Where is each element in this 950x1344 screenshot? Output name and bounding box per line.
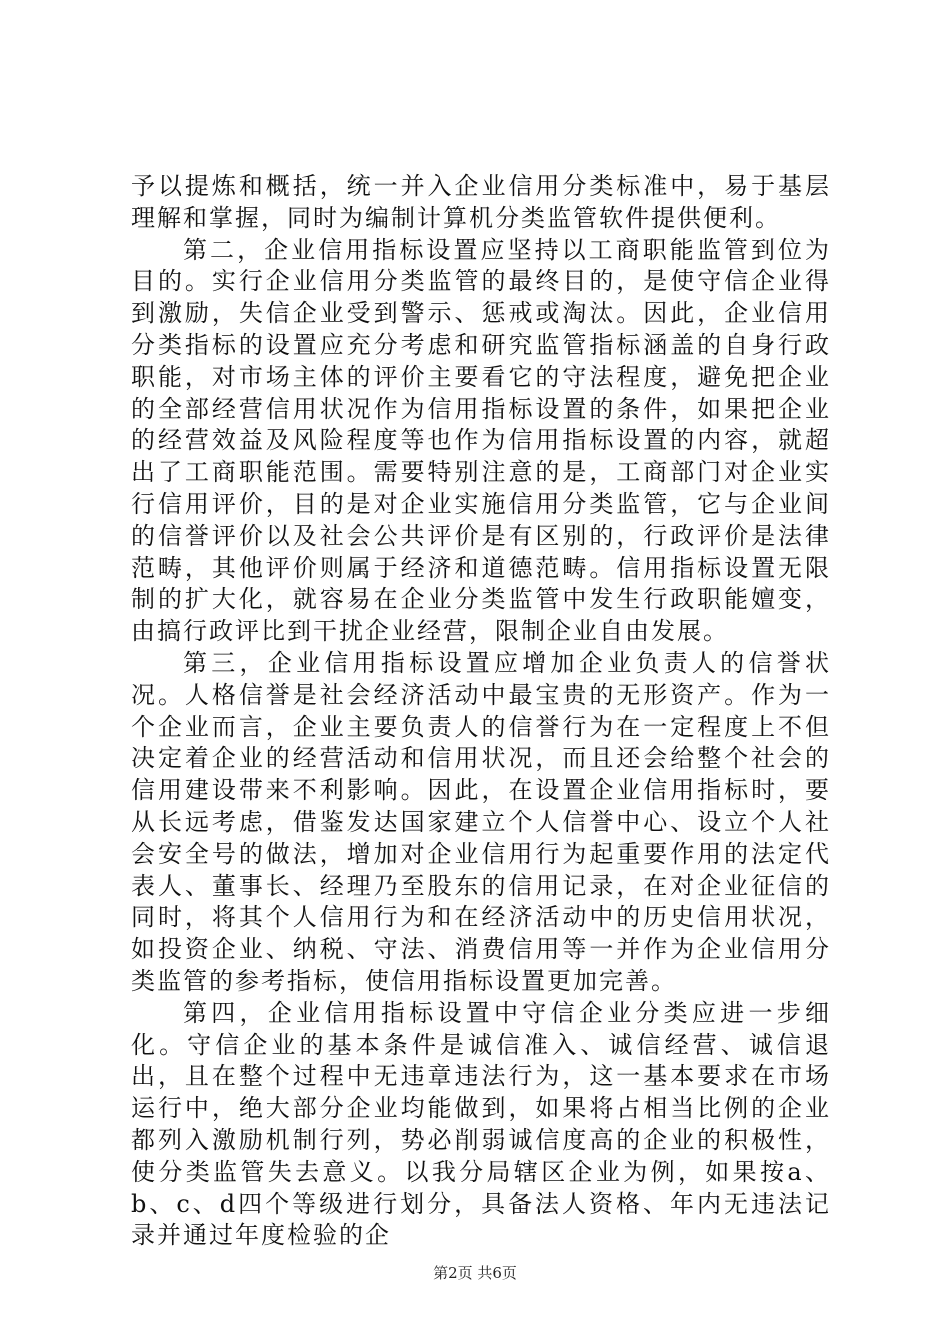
document-body [131,171,831,1252]
paragraph-3: 第三，企业信用指标设置应增加企业负责人的信誉状况。人格信誉是社会经济活动中最宝贵的无形资产。作为一个企业而言，企业主要负责人的信誉行为在一定程度上不但决定着企业的经营活动和信用状况，而且还会给整个社会的信用建设带来不利影响。因此，在设置企业信用指标时，要从长远考虑，借鉴发达国家建立个人信誉中心、设立个人社会安全号的做法，增加对企业信用行为起重要作用的法定代表人、董事长、经理乃至股东的信用记录，在对企业征信的同时，将其个人信用行为和在经济活动中的历史信用状况，如投资企业、纳税、守法、消费信用等一并作为企业信用分类监管的参考指标，使信用指标设置更加完善。 [131,648,831,995]
page-footer: 第2页 共6页 [433,1264,517,1282]
paragraph-1: 予以提炼和概括，统一并入企业信用分类标准中，易于基层理解和掌握，同时为编制计算机分类监管软件提供便利。 [131,172,831,232]
paragraph-4: 第四，企业信用指标设置中守信企业分类应进一步细化。守信企业的基本条件是诚信准入、诚信经营、诚信退出，且在整个过程中无违章违法行为，这一基本要求在市场运行中，绝大部分企业均能做到，如果将占相当比例的企业都列入激励机制行列，势必削弱诚信度高的企业的积极性，使分类监管失去意义。以我分局辖区企业为例，如果按a、b、c、d四个等级进行划分，具备法人资格、年内无违法记录并通过年度检验的企 [131,998,831,1250]
paragraph-2: 第二，企业信用指标设置应坚持以工商职能监管到位为目的。实行企业信用分类监管的最终目的，是使守信企业得到激励，失信企业受到警示、惩戒或淘汰。因此，企业信用分类指标的设置应充分考虑和研究监管指标涵盖的自身行政职能，对市场主体的评价主要看它的守法程度，避免把企业的全部经营信用状况作为信用指标设置的条件，如果把企业的经营效益及风险程度等也作为信用指标设置的内容，就超出了工商职能范围。需要特别注意的是，工商部门对企业实行信用评价，目的是对企业实施信用分类监管，它与企业间的信誉评价以及社会公共评价是有区别的，行政评价是法律范畴，其他评价则属于经济和道德范畴。信用指标设置无限制的扩大化，就容易在企业分类监管中发生行政职能嬗变，由搞行政评比到干扰企业经营，限制企业自由发展。 [131,235,831,646]
